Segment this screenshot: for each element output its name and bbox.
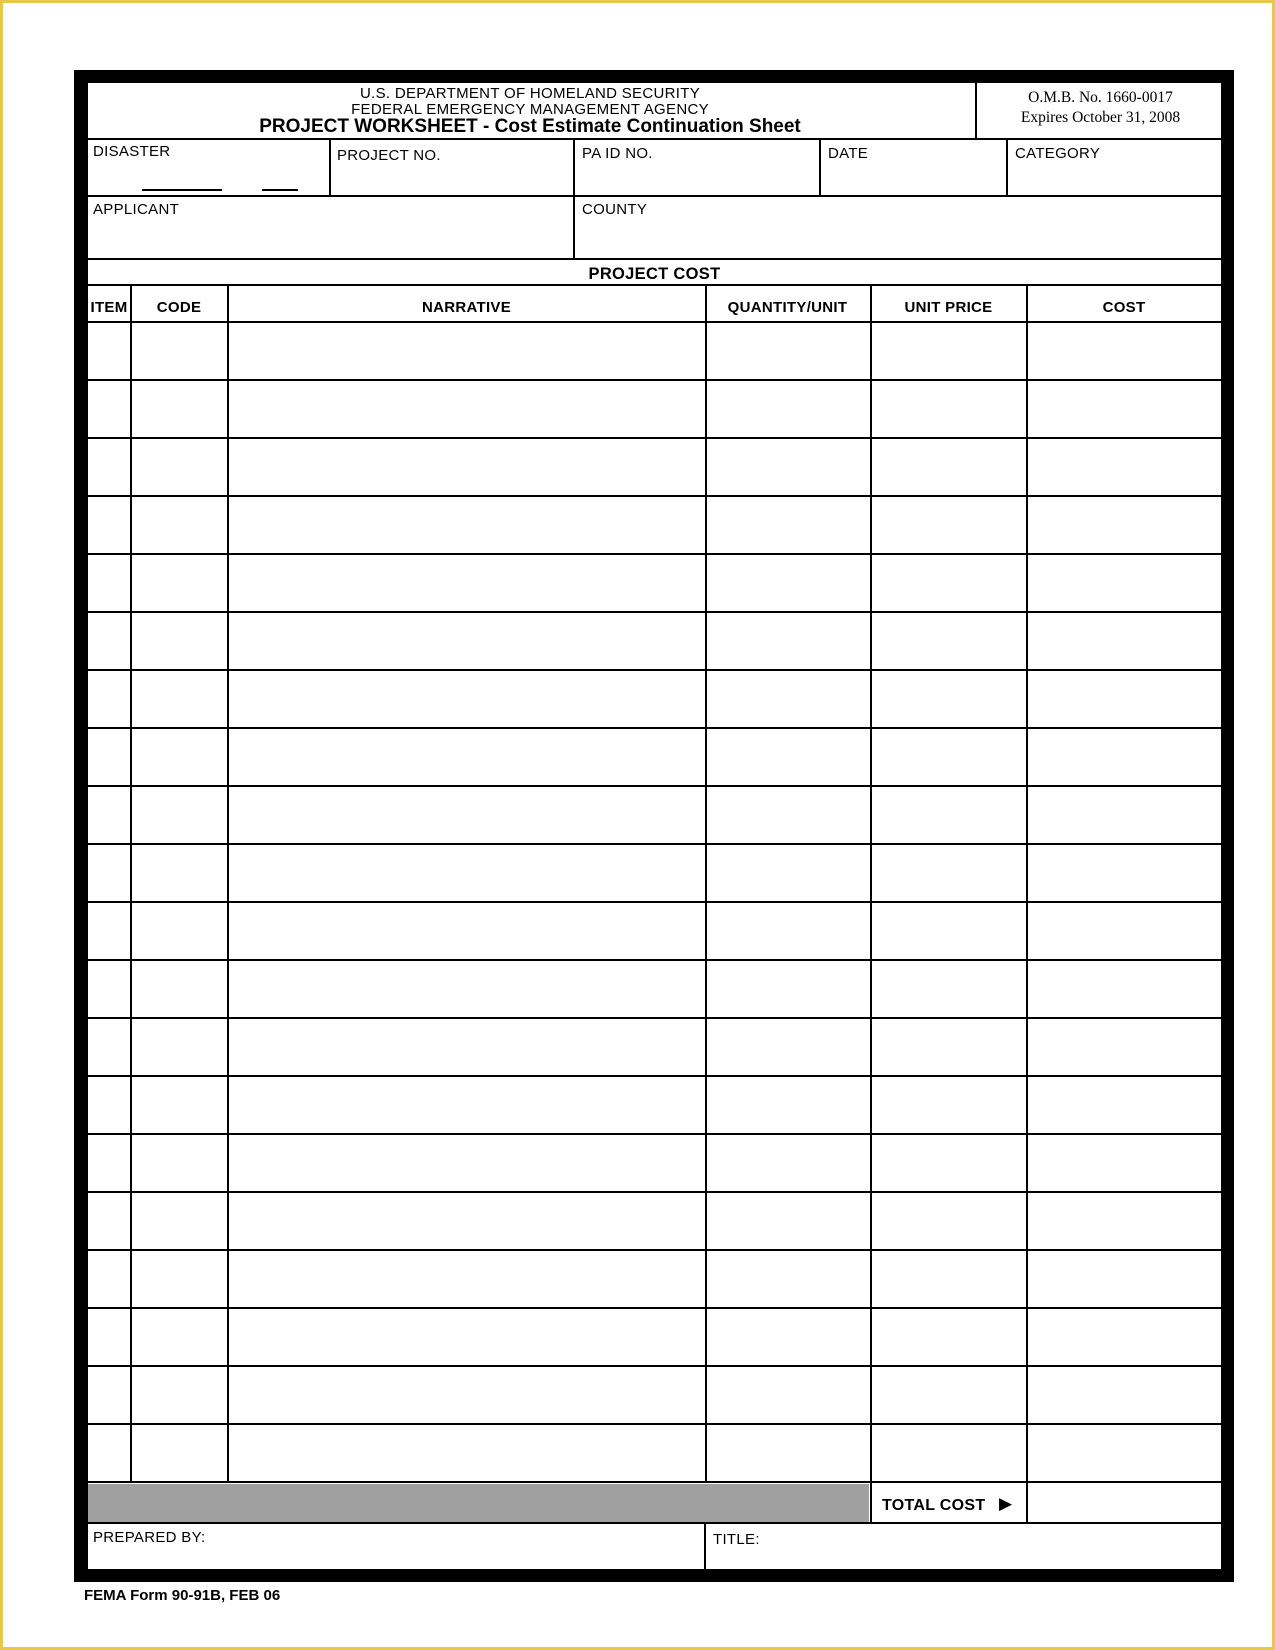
table-cell-cost[interactable] bbox=[1028, 729, 1221, 785]
table-cell-quantity-unit[interactable] bbox=[707, 1367, 870, 1423]
table-cell-code[interactable] bbox=[132, 1077, 227, 1133]
disaster-blank-2[interactable] bbox=[262, 189, 298, 191]
table-cell-quantity-unit[interactable] bbox=[707, 555, 870, 611]
table-cell-item[interactable] bbox=[90, 1367, 130, 1423]
project-no-label: PROJECT NO. bbox=[337, 147, 441, 164]
table-cell-narrative[interactable] bbox=[229, 1135, 705, 1191]
table-cell-item[interactable] bbox=[90, 323, 130, 379]
table-cell-narrative[interactable] bbox=[229, 381, 705, 437]
table-cell-code[interactable] bbox=[132, 497, 227, 553]
prepared-by-field[interactable] bbox=[88, 1524, 704, 1569]
table-cell-item[interactable] bbox=[90, 729, 130, 785]
table-cell-cost[interactable] bbox=[1028, 1077, 1221, 1133]
table-cell-item[interactable] bbox=[90, 497, 130, 553]
table-cell-quantity-unit[interactable] bbox=[707, 1077, 870, 1133]
table-cell-quantity-unit[interactable] bbox=[707, 439, 870, 495]
county-label: COUNTY bbox=[582, 201, 648, 218]
table-cell-quantity-unit[interactable] bbox=[707, 1309, 870, 1365]
table-cell-item[interactable] bbox=[90, 1135, 130, 1191]
table-cell-code[interactable] bbox=[132, 555, 227, 611]
table-cell-narrative[interactable] bbox=[229, 613, 705, 669]
title-field[interactable] bbox=[706, 1524, 1221, 1569]
table-cell-item[interactable] bbox=[90, 961, 130, 1017]
table-cell-narrative[interactable] bbox=[229, 1367, 705, 1423]
table-cell-unit-price[interactable] bbox=[872, 961, 1026, 1017]
table-cell-item[interactable] bbox=[90, 903, 130, 959]
omb-number: O.M.B. No. 1660-0017 bbox=[1028, 89, 1173, 106]
table-cell-quantity-unit[interactable] bbox=[707, 787, 870, 843]
total-row-shading bbox=[88, 1484, 869, 1524]
table-cell-quantity-unit[interactable] bbox=[707, 1193, 870, 1249]
table-cell-code[interactable] bbox=[132, 729, 227, 785]
table-cell-unit-price[interactable] bbox=[872, 323, 1026, 379]
table-cell-unit-price[interactable] bbox=[872, 555, 1026, 611]
table-cell-narrative[interactable] bbox=[229, 671, 705, 727]
table-cell-quantity-unit[interactable] bbox=[707, 671, 870, 727]
table-cell-item[interactable] bbox=[90, 381, 130, 437]
table-cell-quantity-unit[interactable] bbox=[707, 1019, 870, 1075]
table-cell-narrative[interactable] bbox=[229, 1077, 705, 1133]
table-cell-code[interactable] bbox=[132, 961, 227, 1017]
col-header-quantity-unit: QUANTITY/UNIT bbox=[727, 299, 848, 316]
table-cell-code[interactable] bbox=[132, 845, 227, 901]
total-cost-label: TOTAL COST bbox=[882, 1497, 986, 1514]
col-header-cost: COST bbox=[1102, 299, 1146, 316]
table-cell-unit-price[interactable] bbox=[872, 845, 1026, 901]
table-cell-cost[interactable] bbox=[1028, 961, 1221, 1017]
table-cell-code[interactable] bbox=[132, 1251, 227, 1307]
table-cell-code[interactable] bbox=[132, 323, 227, 379]
table-cell-cost[interactable] bbox=[1028, 439, 1221, 495]
table-cell-code[interactable] bbox=[132, 381, 227, 437]
table-cell-cost[interactable] bbox=[1028, 323, 1221, 379]
table-cell-narrative[interactable] bbox=[229, 729, 705, 785]
date-label: DATE bbox=[828, 145, 869, 162]
table-cell-item[interactable] bbox=[90, 1193, 130, 1249]
total-cost-value[interactable] bbox=[1027, 1484, 1221, 1524]
table-cell-quantity-unit[interactable] bbox=[707, 845, 870, 901]
table-cell-code[interactable] bbox=[132, 1135, 227, 1191]
table-cell-quantity-unit[interactable] bbox=[707, 903, 870, 959]
table-cell-code[interactable] bbox=[132, 1019, 227, 1075]
table-cell-unit-price[interactable] bbox=[872, 439, 1026, 495]
table-cell-cost[interactable] bbox=[1028, 1135, 1221, 1191]
table-cell-code[interactable] bbox=[132, 439, 227, 495]
table-cell-code[interactable] bbox=[132, 1367, 227, 1423]
table-cell-unit-price[interactable] bbox=[872, 729, 1026, 785]
col-header-code: CODE bbox=[156, 299, 202, 316]
table-cell-narrative[interactable] bbox=[229, 497, 705, 553]
table-cell-item[interactable] bbox=[90, 439, 130, 495]
form-id: FEMA Form 90-91B, FEB 06 bbox=[84, 1587, 281, 1604]
table-cell-narrative[interactable] bbox=[229, 1251, 705, 1307]
disaster-label: DISASTER bbox=[93, 143, 171, 160]
table-cell-item[interactable] bbox=[90, 613, 130, 669]
pa-id-label: PA ID NO. bbox=[582, 145, 653, 162]
table-cell-quantity-unit[interactable] bbox=[707, 381, 870, 437]
table-cell-unit-price[interactable] bbox=[872, 787, 1026, 843]
table-cell-unit-price[interactable] bbox=[872, 671, 1026, 727]
table-cell-unit-price[interactable] bbox=[872, 1135, 1026, 1191]
applicant-label: APPLICANT bbox=[93, 201, 180, 218]
table-cell-quantity-unit[interactable] bbox=[707, 961, 870, 1017]
table-cell-item[interactable] bbox=[90, 1309, 130, 1365]
col-header-unit-price: UNIT PRICE bbox=[904, 299, 993, 316]
omb-expires: Expires October 31, 2008 bbox=[1020, 109, 1181, 126]
prepared-by-label: PREPARED BY: bbox=[93, 1529, 206, 1546]
table-cell-item[interactable] bbox=[90, 671, 130, 727]
table-cell-quantity-unit[interactable] bbox=[707, 1425, 870, 1481]
table-cell-narrative[interactable] bbox=[229, 1425, 705, 1481]
col-header-narrative: NARRATIVE bbox=[421, 299, 512, 316]
table-cell-code[interactable] bbox=[132, 613, 227, 669]
table-cell-item[interactable] bbox=[90, 1425, 130, 1481]
table-cell-narrative[interactable] bbox=[229, 439, 705, 495]
table-cell-cost[interactable] bbox=[1028, 1251, 1221, 1307]
table-cell-unit-price[interactable] bbox=[872, 1309, 1026, 1365]
table-cell-cost[interactable] bbox=[1028, 613, 1221, 669]
table-cell-unit-price[interactable] bbox=[872, 1367, 1026, 1423]
table-cell-cost[interactable] bbox=[1028, 1367, 1221, 1423]
table-cell-item[interactable] bbox=[90, 845, 130, 901]
table-cell-code[interactable] bbox=[132, 1309, 227, 1365]
table-cell-unit-price[interactable] bbox=[872, 1019, 1026, 1075]
table-cell-cost[interactable] bbox=[1028, 1193, 1221, 1249]
arrow-right-icon: ▶ bbox=[999, 1494, 1013, 1513]
category-label: CATEGORY bbox=[1015, 145, 1101, 162]
table-cell-cost[interactable] bbox=[1028, 555, 1221, 611]
table-cell-narrative[interactable] bbox=[229, 323, 705, 379]
table-cell-quantity-unit[interactable] bbox=[707, 613, 870, 669]
col-header-item: ITEM bbox=[90, 299, 128, 316]
table-cell-narrative[interactable] bbox=[229, 845, 705, 901]
table-cell-unit-price[interactable] bbox=[872, 613, 1026, 669]
table-cell-code[interactable] bbox=[132, 787, 227, 843]
header-agency: FEDERAL EMERGENCY MANAGEMENT AGENCY bbox=[351, 101, 709, 118]
table-cell-narrative[interactable] bbox=[229, 961, 705, 1017]
table-cell-unit-price[interactable] bbox=[872, 497, 1026, 553]
table-cell-item[interactable] bbox=[90, 1019, 130, 1075]
project-cost-title: PROJECT COST bbox=[588, 265, 721, 283]
grid-line bbox=[88, 1481, 1221, 1483]
page-title: PROJECT WORKSHEET - Cost Estimate Continuation Sheet bbox=[259, 116, 801, 137]
table-cell-narrative[interactable] bbox=[229, 555, 705, 611]
table-cell-unit-price[interactable] bbox=[872, 1193, 1026, 1249]
table-cell-narrative[interactable] bbox=[229, 1309, 705, 1365]
table-cell-cost[interactable] bbox=[1028, 1425, 1221, 1481]
table-cell-cost[interactable] bbox=[1028, 903, 1221, 959]
table-cell-quantity-unit[interactable] bbox=[707, 1135, 870, 1191]
table-cell-quantity-unit[interactable] bbox=[707, 729, 870, 785]
disaster-blank-1[interactable] bbox=[142, 189, 222, 191]
table-cell-cost[interactable] bbox=[1028, 381, 1221, 437]
table-cell-unit-price[interactable] bbox=[872, 903, 1026, 959]
table-cell-cost[interactable] bbox=[1028, 787, 1221, 843]
table-cell-item[interactable] bbox=[90, 1251, 130, 1307]
table-cell-unit-price[interactable] bbox=[872, 1425, 1026, 1481]
title-label: TITLE: bbox=[713, 1531, 760, 1548]
table-cell-narrative[interactable] bbox=[229, 903, 705, 959]
table-cell-cost[interactable] bbox=[1028, 1019, 1221, 1075]
table-cell-item[interactable] bbox=[90, 787, 130, 843]
table-cell-narrative[interactable] bbox=[229, 1019, 705, 1075]
header-dept: U.S. DEPARTMENT OF HOMELAND SECURITY bbox=[359, 85, 700, 102]
table-cell-unit-price[interactable] bbox=[872, 381, 1026, 437]
table-cell-narrative[interactable] bbox=[229, 787, 705, 843]
table-cell-item[interactable] bbox=[90, 1077, 130, 1133]
table-cell-quantity-unit[interactable] bbox=[707, 323, 870, 379]
table-cell-code[interactable] bbox=[132, 1193, 227, 1249]
table-cell-narrative[interactable] bbox=[229, 1193, 705, 1249]
table-cell-quantity-unit[interactable] bbox=[707, 497, 870, 553]
table-cell-cost[interactable] bbox=[1028, 1309, 1221, 1365]
table-cell-code[interactable] bbox=[132, 903, 227, 959]
table-cell-quantity-unit[interactable] bbox=[707, 1251, 870, 1307]
table-cell-code[interactable] bbox=[132, 1425, 227, 1481]
table-cell-cost[interactable] bbox=[1028, 845, 1221, 901]
table-cell-code[interactable] bbox=[132, 671, 227, 727]
table-cell-unit-price[interactable] bbox=[872, 1251, 1026, 1307]
table-cell-item[interactable] bbox=[90, 555, 130, 611]
table-cell-cost[interactable] bbox=[1028, 671, 1221, 727]
table-cell-cost[interactable] bbox=[1028, 497, 1221, 553]
table-cell-unit-price[interactable] bbox=[872, 1077, 1026, 1133]
